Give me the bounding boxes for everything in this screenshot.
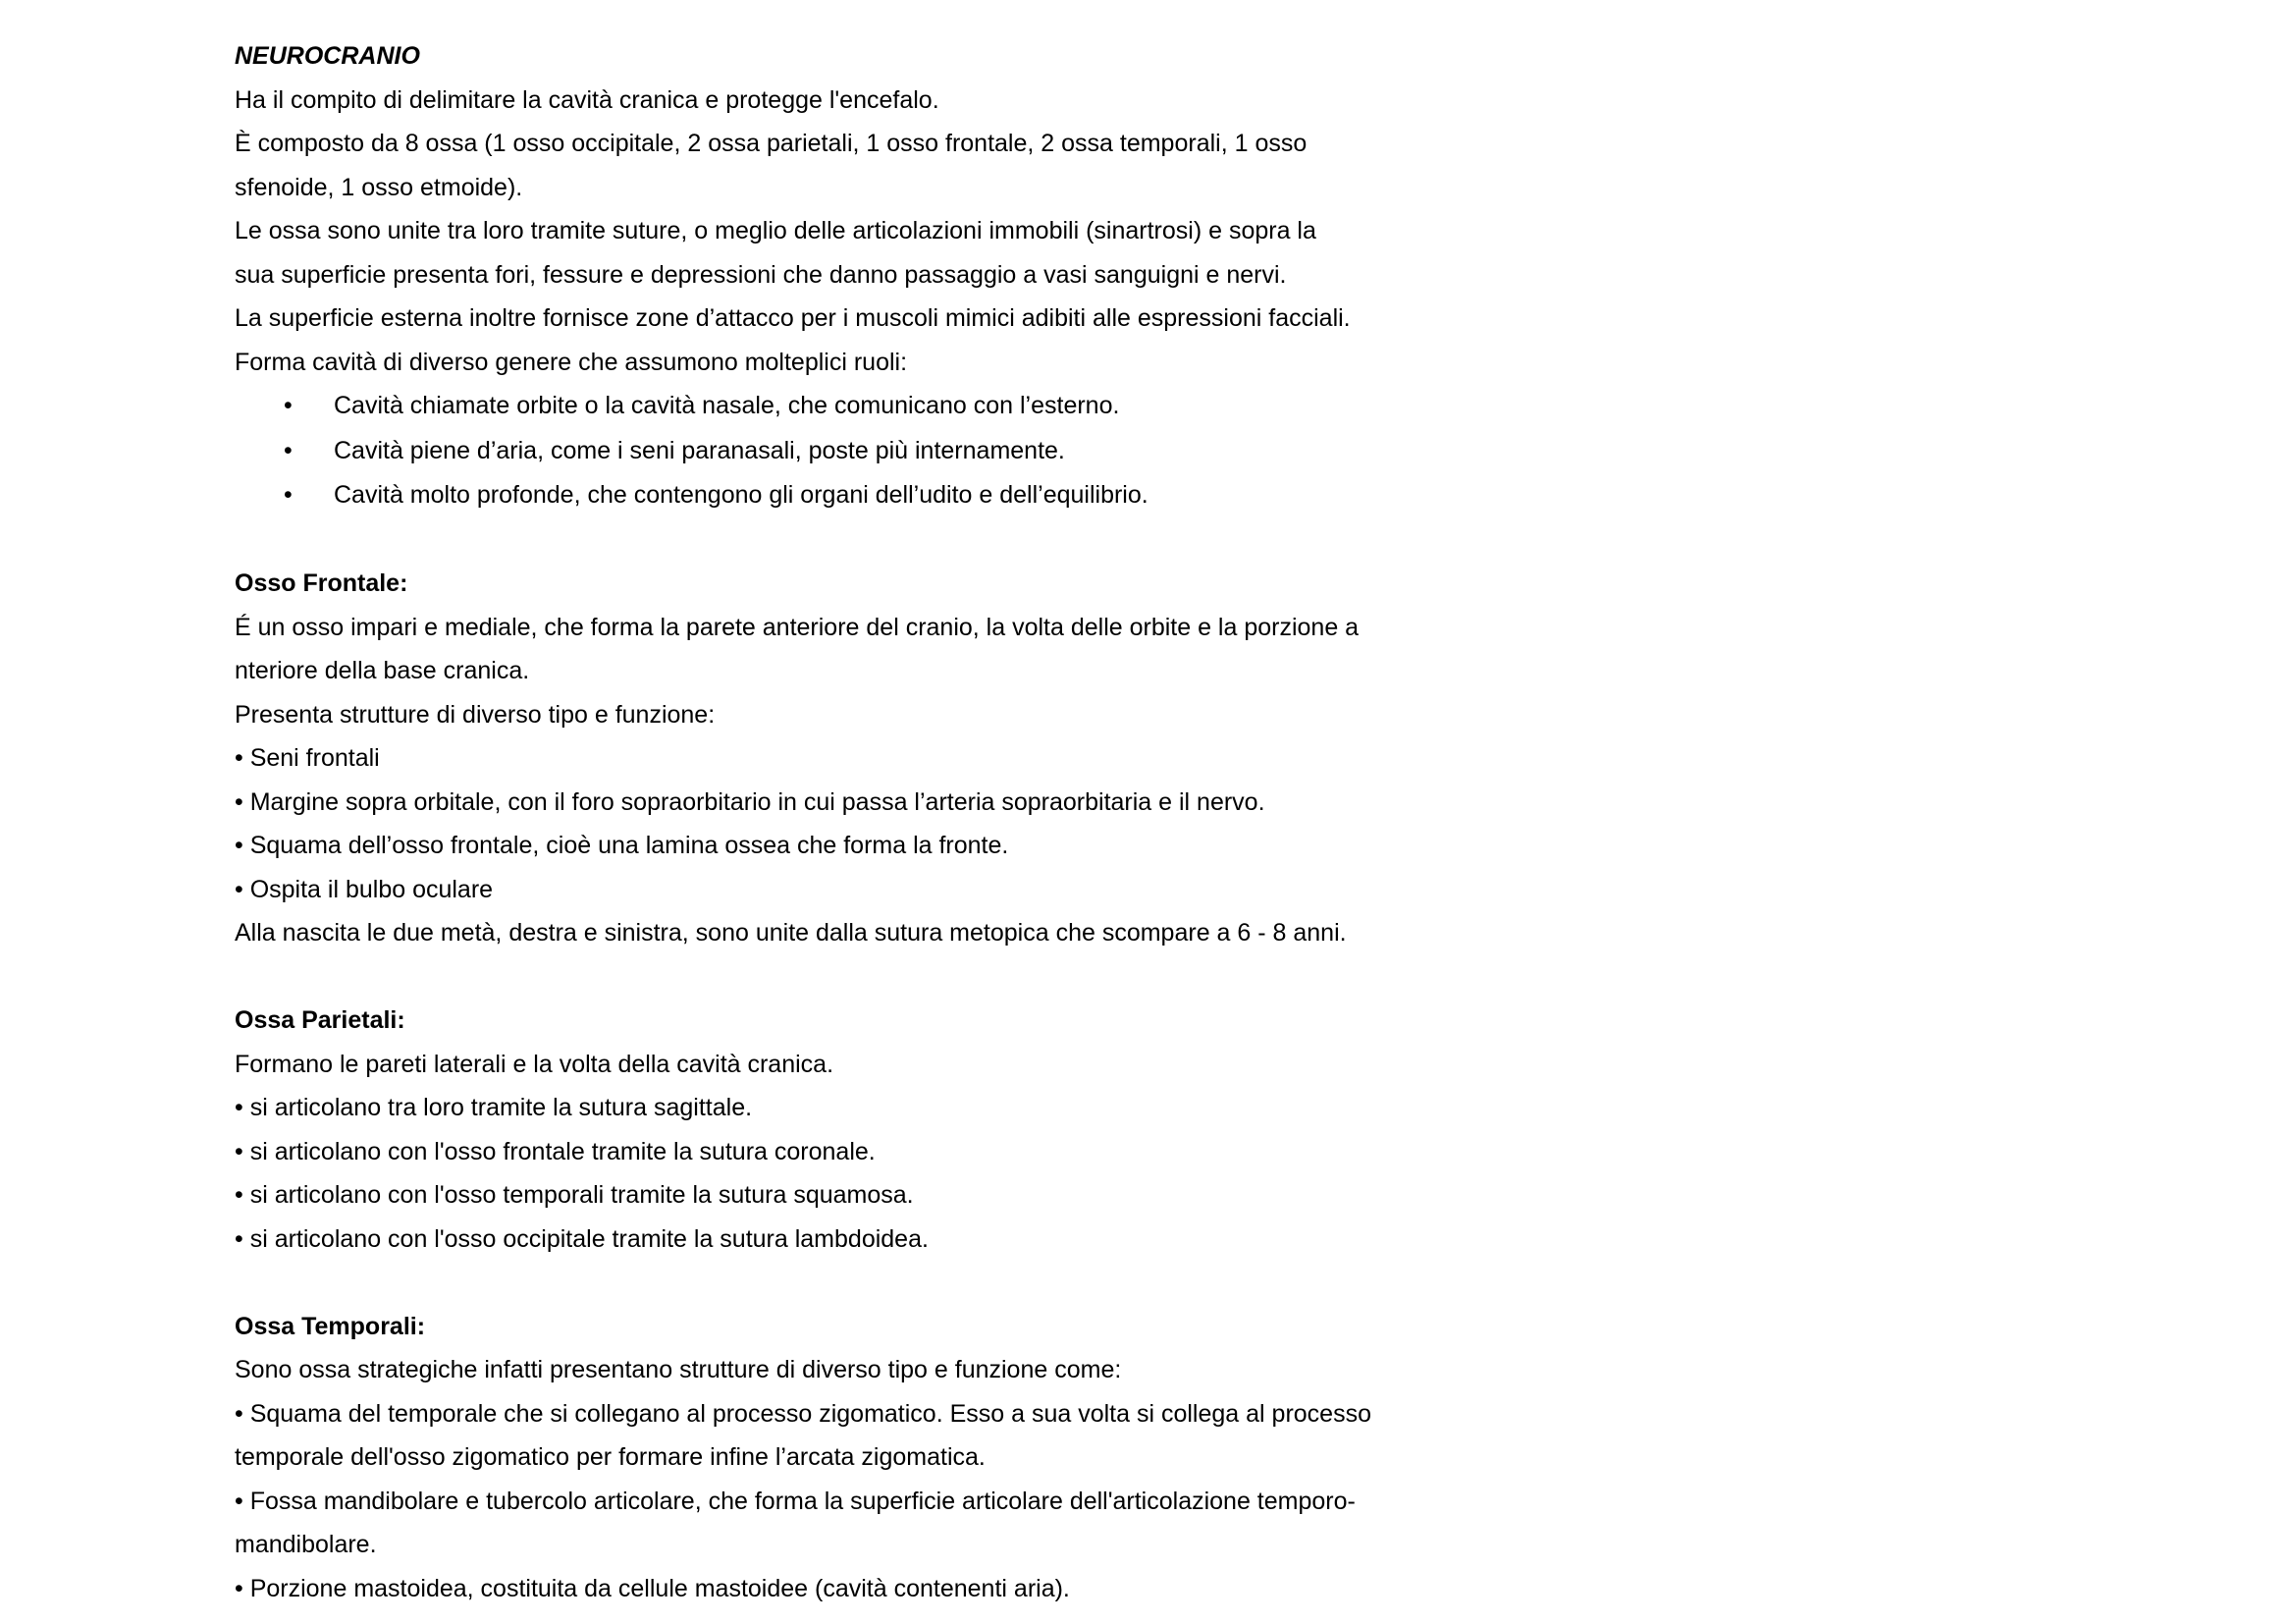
- paragraph-line: • Margine sopra orbitale, con il foro sopraorbitario in cui passa l’arteria sopraorbitaria e il nervo.: [235, 787, 1265, 816]
- paragraph-line: Alla nascita le due metà, destra e sinistra, sono unite dalla sutura metopica che scompare a 6 - 8 anni.: [235, 919, 1347, 947]
- section-heading: Ossa Parietali:: [235, 1006, 405, 1034]
- section-ossa-temporali: [235, 1305, 1442, 1611]
- paragraph-line: Sono ossa strategiche infatti presentano strutture di diverso tipo e funzione come:: [235, 1356, 1122, 1383]
- paragraph-line: sfenoide, 1 osso etmoide).: [235, 173, 523, 201]
- spacer: [235, 518, 1442, 563]
- paragraph-line: • Ospita il bulbo oculare: [235, 875, 494, 903]
- paragraph-line: È composto da 8 ossa (1 osso occipitale, 2 ossa parietali, 1 osso frontale, 2 ossa temporali, 1 osso: [235, 130, 1308, 157]
- paragraph-line: Le ossa sono unite tra loro tramite suture, o meglio delle articolazioni immobili (sinartrosi) e sopra la: [235, 217, 1316, 244]
- cavity-list: [235, 384, 1442, 518]
- list-item: [235, 473, 1442, 518]
- paragraph-line: • Squama dell’osso frontale, cioè una lamina ossea che forma la fronte.: [235, 832, 1009, 859]
- section-title: NEUROCRANIO: [235, 42, 420, 70]
- section-osso-frontale: [235, 562, 1442, 955]
- paragraph-line: • Seni frontali: [235, 744, 380, 772]
- list-item-text: Cavità chiamate orbite o la cavità nasale, che comunicano con l’esterno.: [334, 392, 1120, 419]
- paragraph-line: mandibolare.: [235, 1531, 377, 1558]
- paragraph-line: • Fossa mandibolare e tubercolo articolare, che forma la superficie articolare dell'articolazione temporo-: [235, 1487, 1356, 1515]
- paragraph-line: • Porzione mastoidea, costituita da cellule mastoidee (cavità contenenti aria).: [235, 1574, 1070, 1602]
- list-item-text: Cavità molto profonde, che contengono gli organi dell’udito e dell’equilibrio.: [334, 481, 1148, 509]
- paragraph-line: Ha il compito di delimitare la cavità cranica e protegge l'encefalo.: [235, 85, 939, 114]
- paragraph-line: Presenta strutture di diverso tipo e funzione:: [235, 700, 716, 729]
- paragraph-line: nteriore della base cranica.: [235, 657, 530, 684]
- section-ossa-parietali: [235, 999, 1442, 1261]
- paragraph-line: • Squama del temporale che si collegano al processo zigomatico. Esso a sua volta si collega al processo: [235, 1399, 1371, 1428]
- spacer: [235, 1261, 1442, 1305]
- bullet-icon: •: [284, 436, 293, 464]
- paragraph-line: • si articolano con l'osso occipitale tramite la sutura lambdoidea.: [235, 1224, 929, 1253]
- paragraph-line: Formano le pareti laterali e la volta della cavità cranica.: [235, 1050, 834, 1078]
- paragraph-line: La superficie esterna inoltre fornisce zone d’attacco per i muscoli mimici adibiti alle espressioni facciali.: [235, 304, 1351, 332]
- bullet-icon: •: [284, 392, 293, 419]
- paragraph-line: Forma cavità di diverso genere che assumono molteplici ruoli:: [235, 348, 908, 376]
- section-neurocranio: [235, 34, 1442, 518]
- paragraph-line: É un osso impari e mediale, che forma la parete anteriore del cranio, la volta delle orbite e la porzione a: [235, 613, 1360, 641]
- bullet-icon: •: [284, 481, 293, 509]
- paragraph-line: • si articolano tra loro tramite la sutura sagittale.: [235, 1094, 753, 1121]
- paragraph-line: sua superficie presenta fori, fessure e depressioni che danno passaggio a vasi sanguigni e nervi.: [235, 260, 1287, 289]
- paragraph-line: temporale dell'osso zigomatico per formare infine l’arcata zigomatica.: [235, 1443, 986, 1471]
- section-heading: Osso Frontale:: [235, 569, 408, 597]
- paragraph-line: • si articolano con l'osso frontale tramite la sutura coronale.: [235, 1137, 876, 1165]
- document-page: [235, 34, 1442, 1610]
- spacer: [235, 955, 1442, 1000]
- list-item: [235, 429, 1442, 474]
- section-heading: Ossa Temporali:: [235, 1312, 426, 1340]
- paragraph-line: • si articolano con l'osso temporali tramite la sutura squamosa.: [235, 1181, 914, 1209]
- list-item-text: Cavità piene d’aria, come i seni paranasali, poste più internamente.: [334, 436, 1065, 464]
- list-item: [235, 384, 1442, 429]
